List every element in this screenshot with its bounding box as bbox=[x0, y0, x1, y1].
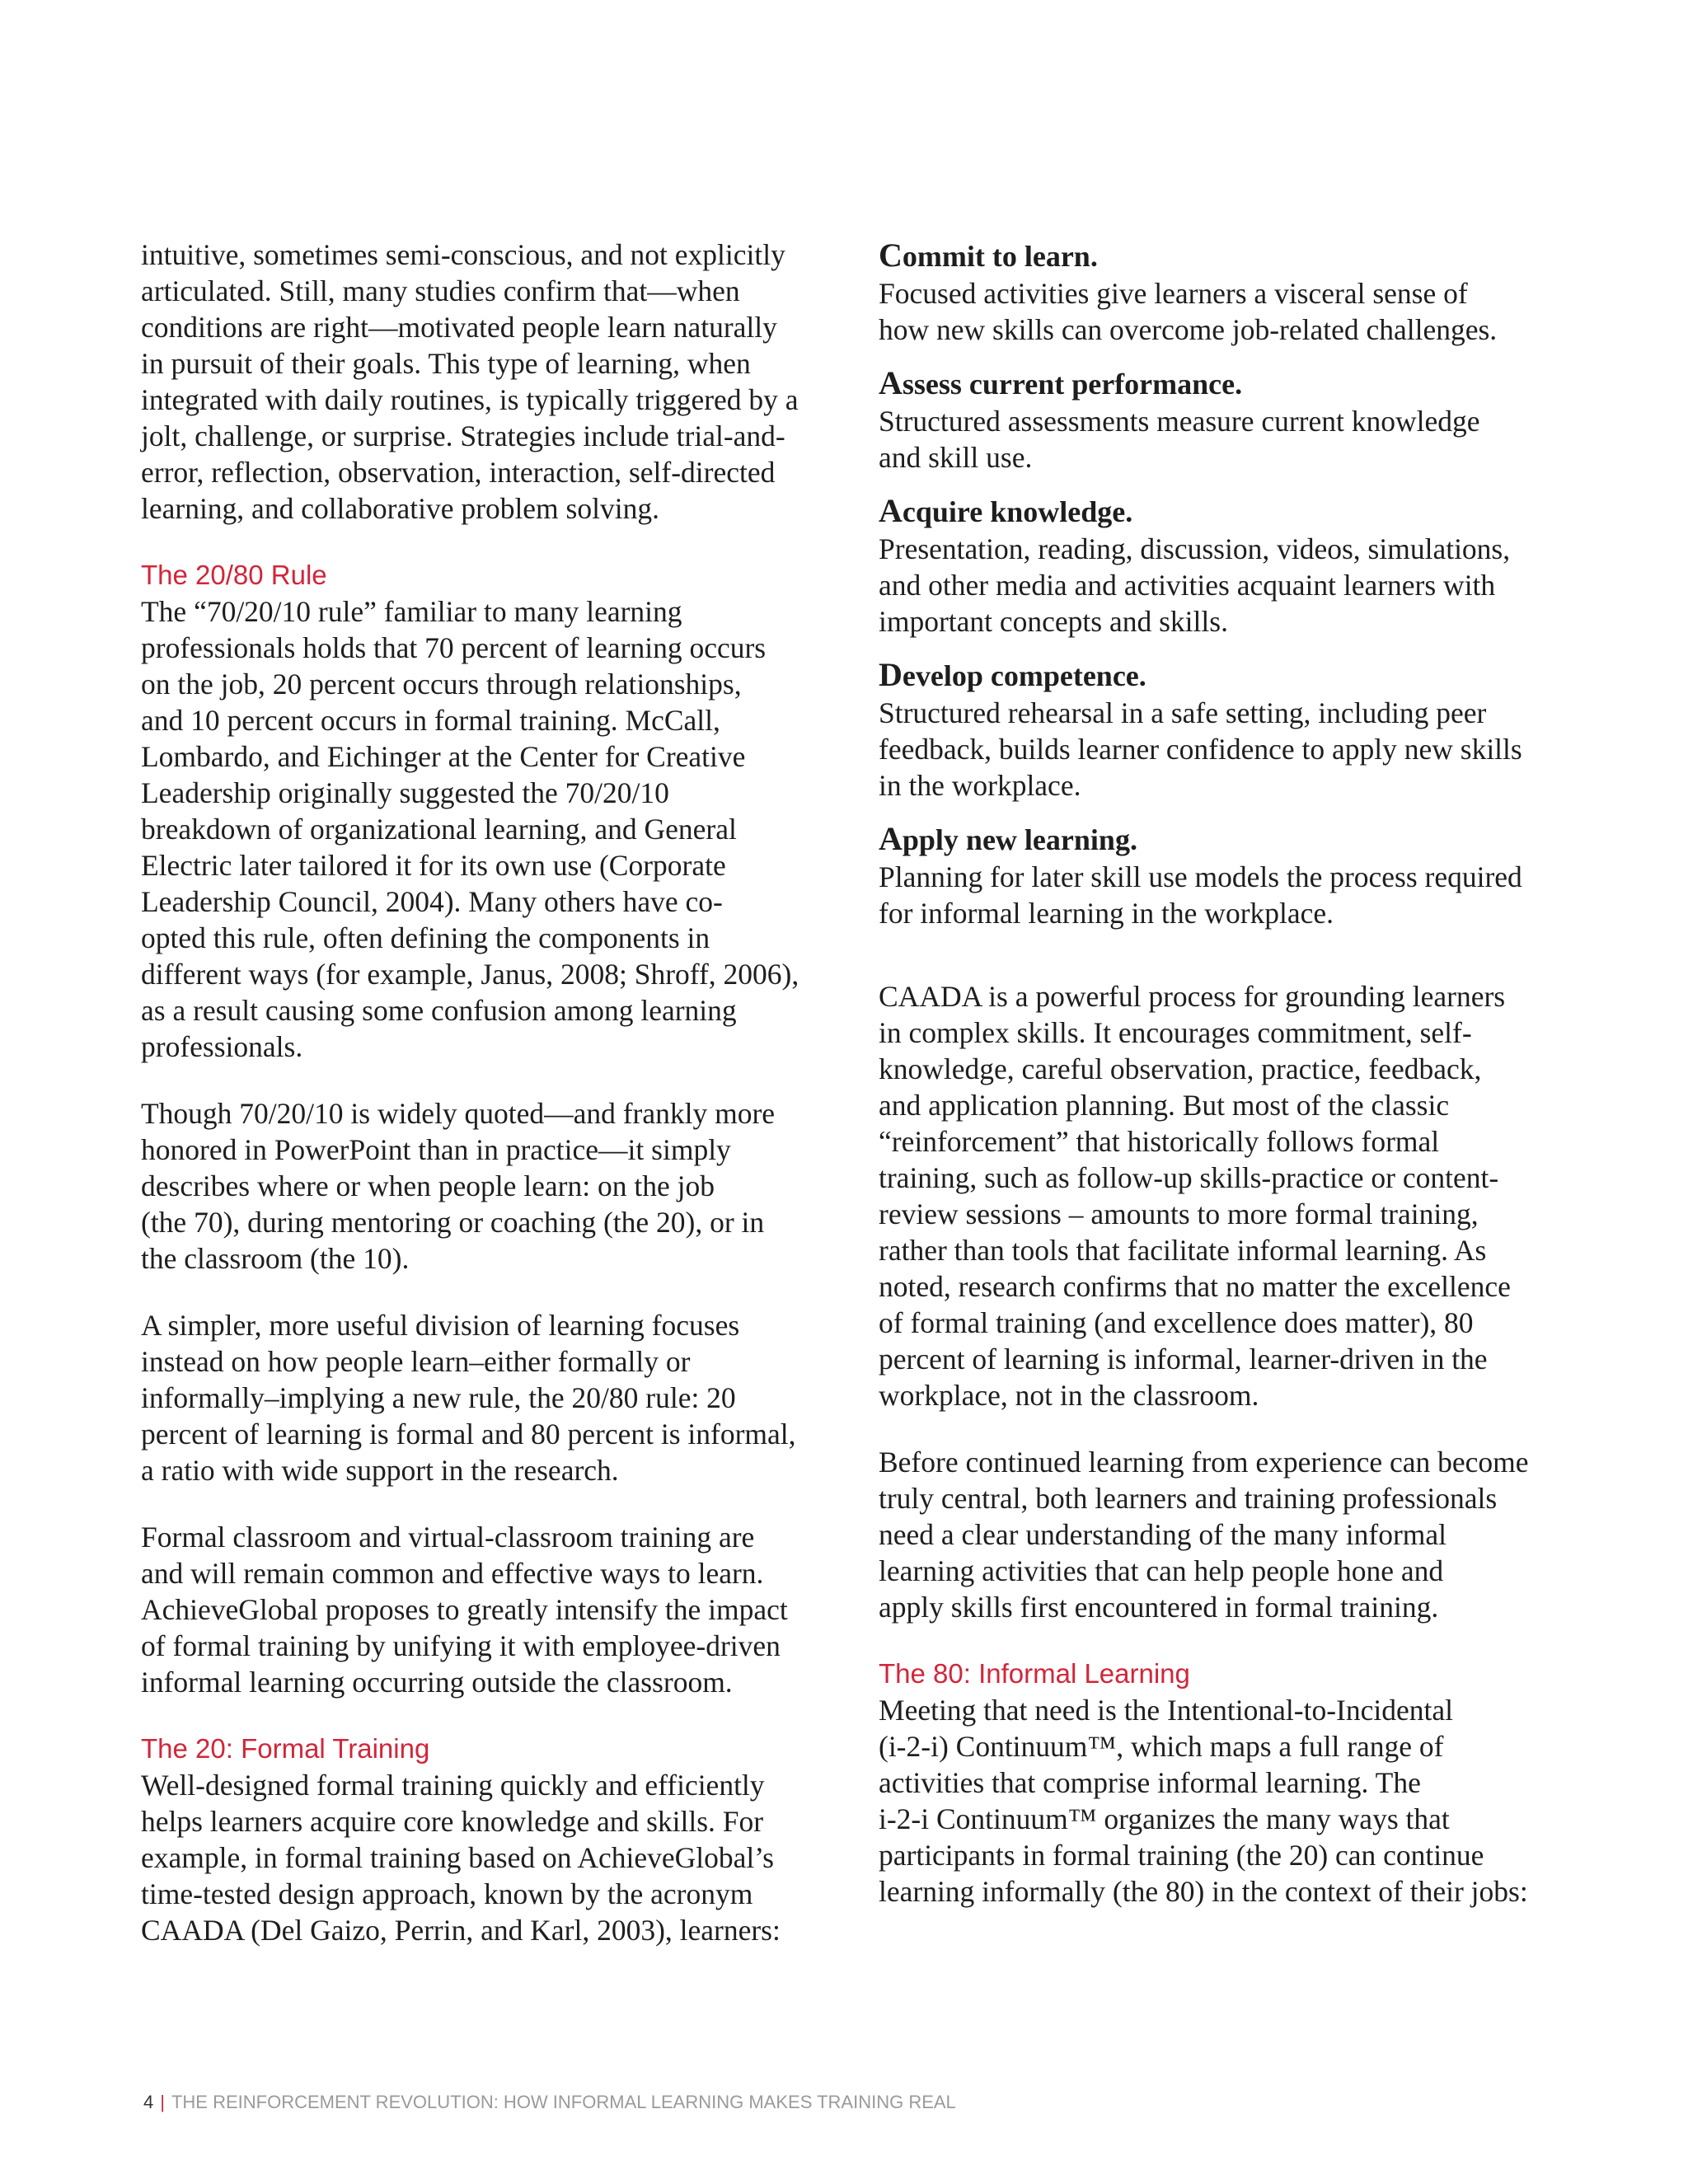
caada-step-title: Commit to learn. bbox=[879, 237, 1098, 274]
text-line: conditions are right—motivated people learn naturally bbox=[141, 311, 777, 344]
text-line: Structured assessments measure current knowledge bbox=[879, 405, 1480, 438]
text-line: describes where or when people learn: on the job bbox=[141, 1169, 715, 1202]
text-line: apply skills first encountered in formal training. bbox=[879, 1591, 1439, 1624]
caada-step-description bbox=[879, 859, 1563, 931]
text-line: “reinforcement” that historically follows formal bbox=[879, 1125, 1440, 1158]
text-line: i-2-i Continuum™ organizes the many ways that bbox=[879, 1802, 1450, 1835]
page-footer bbox=[143, 2090, 956, 2115]
text-line: and skill use. bbox=[879, 441, 1033, 474]
caada-step-description bbox=[879, 695, 1563, 804]
caada-step-description bbox=[879, 531, 1563, 640]
text-line: in complex skills. It encourages commitment, self- bbox=[879, 1016, 1472, 1049]
text-line: CAADA (Del Gaizo, Perrin, and Karl, 2003), learners: bbox=[141, 1914, 781, 1947]
text-line: noted, research confirms that no matter the excellence bbox=[879, 1270, 1511, 1303]
text-line: on the job, 20 percent occurs through relationships, bbox=[141, 668, 742, 701]
footer-separator: | bbox=[160, 2092, 165, 2112]
text-line: breakdown of organizational learning, and General bbox=[141, 813, 737, 846]
text-line: a ratio with wide support in the research. bbox=[141, 1454, 619, 1487]
text-line: Though 70/20/10 is widely quoted—and frankly more bbox=[141, 1097, 776, 1130]
text-line: articulated. Still, many studies confirm that—when bbox=[141, 274, 740, 307]
text-line: workplace, not in the classroom. bbox=[879, 1379, 1259, 1412]
footer-title: THE REINFORCEMENT REVOLUTION: HOW INFORMAL LEARNING MAKES TRAINING REAL bbox=[171, 2092, 956, 2112]
text-line: the classroom (the 10). bbox=[141, 1242, 410, 1275]
text-line: need a clear understanding of the many informal bbox=[879, 1518, 1447, 1551]
text-line: (the 70), during mentoring or coaching (the 20), or in bbox=[141, 1206, 765, 1239]
text-line: and application planning. But most of the classic bbox=[879, 1089, 1450, 1122]
text-line: jolt, challenge, or surprise. Strategies include trial-and- bbox=[141, 419, 785, 452]
text-line: percent of learning is informal, learner-driven in the bbox=[879, 1343, 1488, 1376]
text-line: Before continued learning from experience can become bbox=[879, 1446, 1529, 1479]
text-line: informal learning occurring outside the classroom. bbox=[141, 1666, 733, 1699]
informal-paragraph bbox=[879, 1692, 1563, 1910]
intro-paragraph bbox=[141, 237, 829, 527]
caada-step bbox=[879, 237, 1563, 348]
text-line: Presentation, reading, discussion, videos, simulations, bbox=[879, 532, 1511, 565]
text-line: instead on how people learn–either formally or bbox=[141, 1345, 691, 1378]
text-line: Lombardo, and Eichinger at the Center for Creative bbox=[141, 740, 746, 773]
text-line: error, reflection, observation, interaction, self-directed bbox=[141, 456, 776, 489]
caada-step-title: Assess current performance. bbox=[879, 364, 1243, 401]
caada-paragraph bbox=[879, 978, 1563, 1413]
caada-step-title: Develop competence. bbox=[879, 656, 1146, 693]
text-line: AchieveGlobal proposes to greatly intensify the impact bbox=[141, 1593, 788, 1626]
text-line: important concepts and skills. bbox=[879, 605, 1228, 638]
text-line: opted this rule, often defining the components in bbox=[141, 921, 710, 954]
text-line: and will remain common and effective ways to learn. bbox=[141, 1557, 764, 1590]
text-line: activities that comprise informal learning. The bbox=[879, 1766, 1421, 1799]
text-line: and other media and activities acquaint learners with bbox=[879, 569, 1496, 602]
text-line: learning, and collaborative problem solving. bbox=[141, 492, 659, 525]
text-line: honored in PowerPoint than in practice—it simply bbox=[141, 1133, 731, 1166]
text-line: Meeting that need is the Intentional-to-Incidental bbox=[879, 1694, 1453, 1727]
heading-informal-learning: The 80: Informal Learning bbox=[879, 1658, 1190, 1689]
caada-step bbox=[879, 820, 1563, 931]
text-line: CAADA is a powerful process for grounding learners bbox=[879, 980, 1506, 1013]
text-line: learning informally (the 80) in the context of their jobs: bbox=[879, 1875, 1528, 1908]
text-line: Electric later tailored it for its own use (Corporate bbox=[141, 849, 726, 882]
caada-step bbox=[879, 492, 1563, 640]
text-line: Leadership Council, 2004). Many others have co- bbox=[141, 885, 723, 918]
right-column bbox=[879, 237, 1563, 1910]
text-line: knowledge, careful observation, practice, feedback, bbox=[879, 1052, 1482, 1085]
caada-steps-list bbox=[879, 237, 1563, 931]
text-line: review sessions – amounts to more formal training, bbox=[879, 1197, 1479, 1230]
text-line: and 10 percent occurs in formal training. McCall, bbox=[141, 704, 720, 737]
text-line: training, such as follow-up skills-practice or content- bbox=[879, 1161, 1499, 1194]
text-line: as a result causing some confusion among learning bbox=[141, 994, 737, 1027]
caada-step-description bbox=[879, 275, 1563, 348]
text-line: rather than tools that facilitate informal learning. As bbox=[879, 1234, 1487, 1267]
text-line: for informal learning in the workplace. bbox=[879, 897, 1334, 930]
text-line: example, in formal training based on AchieveGlobal’s bbox=[141, 1841, 774, 1874]
rule-paragraph-4 bbox=[141, 1519, 829, 1700]
rule-paragraph-3 bbox=[141, 1307, 829, 1488]
text-line: integrated with daily routines, is typically triggered by a bbox=[141, 383, 799, 416]
text-line: Well-designed formal training quickly and efficiently bbox=[141, 1769, 765, 1802]
caada-step-title: Apply new learning. bbox=[879, 820, 1137, 857]
text-line: truly central, both learners and training professionals bbox=[879, 1482, 1498, 1515]
text-line: informally–implying a new rule, the 20/80 rule: 20 bbox=[141, 1381, 736, 1414]
text-line: of formal training by unifying it with employee-driven bbox=[141, 1629, 781, 1662]
rule-paragraph-1 bbox=[141, 593, 829, 1065]
text-line: in the workplace. bbox=[879, 769, 1081, 802]
left-column bbox=[141, 237, 829, 1948]
text-line: helps learners acquire core knowledge and skills. For bbox=[141, 1805, 764, 1838]
formal-paragraph-1 bbox=[141, 1767, 829, 1948]
text-line: time-tested design approach, known by the acronym bbox=[141, 1877, 753, 1910]
caada-step bbox=[879, 656, 1563, 804]
text-line: professionals holds that 70 percent of learning occurs bbox=[141, 631, 767, 664]
text-line: Structured rehearsal in a safe setting, including peer bbox=[879, 696, 1487, 729]
text-line: learning activities that can help people hone and bbox=[879, 1554, 1444, 1587]
text-line: feedback, builds learner confidence to apply new skills bbox=[879, 733, 1522, 766]
caada-step bbox=[879, 364, 1563, 476]
text-line: professionals. bbox=[141, 1030, 303, 1063]
text-line: of formal training (and excellence does matter), 80 bbox=[879, 1306, 1474, 1339]
text-line: A simpler, more useful division of learning focuses bbox=[141, 1309, 740, 1342]
text-line: how new skills can overcome job-related challenges. bbox=[879, 313, 1498, 346]
caada-step-description bbox=[879, 403, 1563, 476]
text-line: in pursuit of their goals. This type of learning, when bbox=[141, 347, 751, 380]
heading-formal-training: The 20: Formal Training bbox=[141, 1733, 430, 1764]
caada-step-title: Acquire knowledge. bbox=[879, 492, 1133, 529]
rule-paragraph-2 bbox=[141, 1095, 829, 1277]
text-line: Formal classroom and virtual-classroom training are bbox=[141, 1521, 755, 1554]
page-number: 4 bbox=[143, 2092, 154, 2112]
heading-20-80-rule: The 20/80 Rule bbox=[141, 560, 327, 590]
text-line: percent of learning is formal and 80 percent is informal, bbox=[141, 1418, 796, 1451]
text-line: intuitive, sometimes semi-conscious, and not explicitly bbox=[141, 238, 785, 271]
text-line: Leadership originally suggested the 70/20/10 bbox=[141, 776, 669, 809]
before-paragraph bbox=[879, 1444, 1563, 1625]
text-line: different ways (for example, Janus, 2008; Shroff, 2006), bbox=[141, 958, 799, 991]
text-line: (i-2-i) Continuum™, which maps a full range of bbox=[879, 1730, 1444, 1763]
text-line: Focused activities give learners a visceral sense of bbox=[879, 277, 1468, 310]
text-line: The “70/20/10 rule” familiar to many learning bbox=[141, 595, 682, 628]
text-line: Planning for later skill use models the process required bbox=[879, 860, 1522, 893]
text-line: participants in formal training (the 20) can continue bbox=[879, 1839, 1484, 1872]
